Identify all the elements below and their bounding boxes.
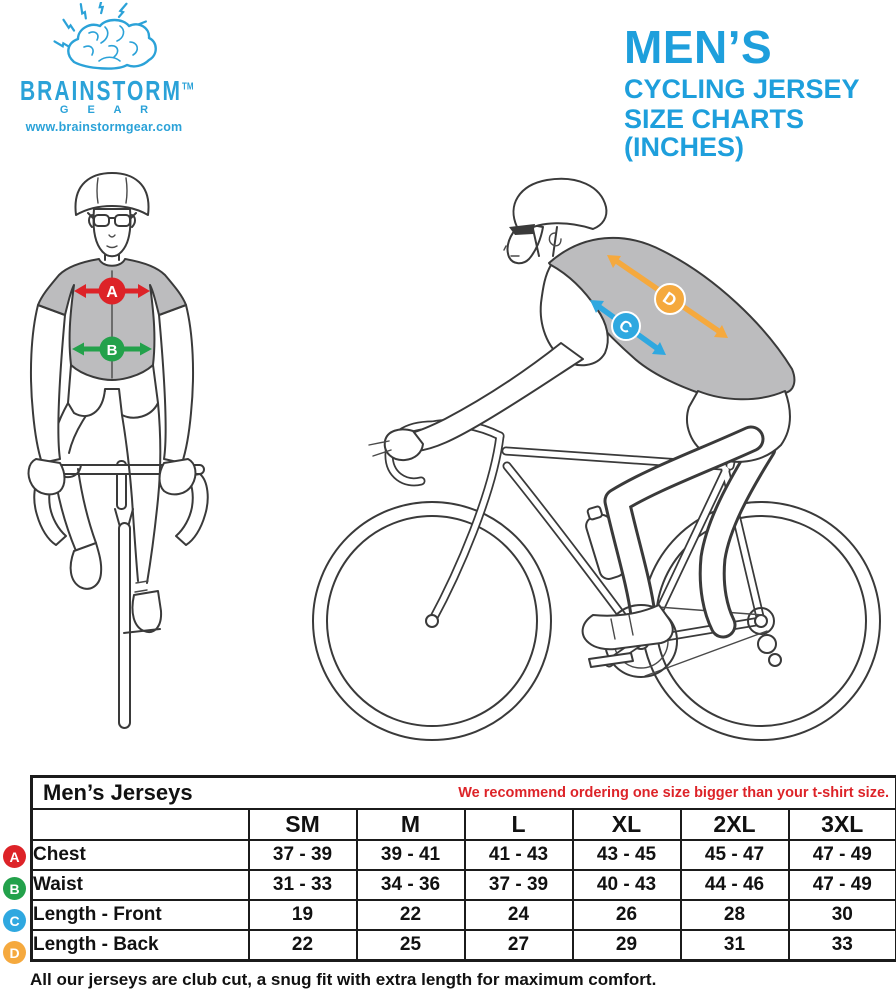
measure-label-a: A (106, 284, 118, 301)
size-header-row (32, 809, 896, 840)
size-header-sm: SM (249, 809, 357, 840)
front-rider-head (75, 173, 148, 260)
row-label-length-front: Length - Front (32, 900, 249, 930)
length-back-l: 27 (465, 930, 573, 961)
chest-2xl: 45 - 47 (681, 840, 789, 870)
title-line-1: MEN’S (624, 21, 773, 73)
chest-3xl: 47 - 49 (789, 840, 896, 870)
title-line-3: SIZE CHARTS (INCHES) (624, 103, 805, 162)
chest-xl: 43 - 45 (573, 840, 681, 870)
table-row-length-back (32, 930, 896, 961)
waist-xl: 40 - 43 (573, 870, 681, 900)
measure-label-b: B (106, 342, 118, 359)
waist-3xl: 47 - 49 (789, 870, 896, 900)
fit-footnote: All our jerseys are club cut, a snug fit with extra length for maximum comfort. (30, 970, 657, 989)
length-back-3xl: 33 (789, 930, 896, 961)
title-line-2: CYCLING JERSEY (624, 73, 860, 104)
length-back-m: 25 (357, 930, 465, 961)
table-badge-b: B (3, 877, 26, 900)
length-front-2xl: 28 (681, 900, 789, 930)
table-row-waist (32, 870, 896, 900)
page-title (624, 21, 896, 162)
waist-sm: 31 - 33 (249, 870, 357, 900)
size-header-l: L (465, 809, 573, 840)
side-rider-arm (369, 343, 583, 460)
waist-l: 37 - 39 (465, 870, 573, 900)
row-label-length-back: Length - Back (32, 930, 249, 961)
chest-m: 39 - 41 (357, 840, 465, 870)
table-row-length-front (32, 900, 896, 930)
length-front-l: 24 (465, 900, 573, 930)
chest-l: 41 - 43 (465, 840, 573, 870)
side-view-cyclist-diagram (293, 163, 893, 763)
waist-2xl: 44 - 46 (681, 870, 789, 900)
table-badge-a: A (3, 845, 26, 868)
table-row-chest (32, 840, 896, 870)
table-title: Men’s Jerseys (43, 780, 193, 805)
size-header-xl: XL (573, 809, 681, 840)
front-view-cyclist-diagram (8, 163, 266, 758)
table-badge-d: D (3, 941, 26, 964)
brand-name: BRAINSTORM™ (20, 76, 194, 107)
row-label-waist: Waist (32, 870, 249, 900)
waist-m: 34 - 36 (357, 870, 465, 900)
size-header-m: M (357, 809, 465, 840)
brain-with-rays-icon (29, 2, 179, 76)
row-label-chest: Chest (32, 840, 249, 870)
brand-url: www.brainstormgear.com (25, 120, 183, 134)
length-front-xl: 26 (573, 900, 681, 930)
brainstorm-gear-logo (20, 2, 194, 134)
size-header-3xl: 3XL (789, 809, 896, 840)
length-back-sm: 22 (249, 930, 357, 961)
size-chart-table (30, 775, 896, 962)
length-back-2xl: 31 (681, 930, 789, 961)
side-rider-shoe (583, 605, 673, 649)
table-badge-c: C (3, 909, 26, 932)
length-front-m: 22 (357, 900, 465, 930)
brain-icon (68, 20, 155, 69)
measure-label-c: C (615, 316, 635, 338)
length-back-xl: 29 (573, 930, 681, 961)
measure-label-d: D (659, 288, 681, 311)
chest-sm: 37 - 39 (249, 840, 357, 870)
front-rider-legs (53, 391, 162, 633)
length-front-sm: 19 (249, 900, 357, 930)
size-header-empty (32, 809, 249, 840)
brand-subname: G E A R (59, 104, 157, 116)
length-front-3xl: 30 (789, 900, 896, 930)
trademark-symbol: TM (181, 80, 194, 93)
table-recommendation-note: We recommend ordering one size bigger than your t-shirt size. (458, 785, 890, 801)
helmet-icon (514, 179, 607, 231)
size-header-2xl: 2XL (681, 809, 789, 840)
